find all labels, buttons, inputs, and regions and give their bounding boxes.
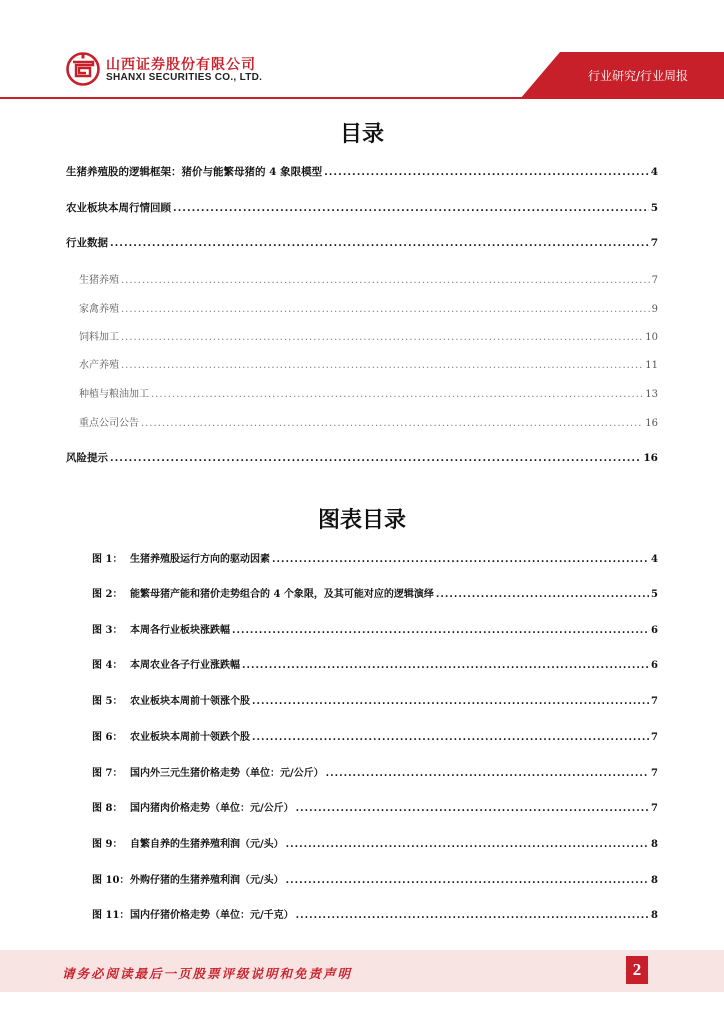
figure-number: 图 8： (92, 803, 123, 814)
toc-entry-label: 生猪养殖 (79, 275, 119, 286)
toc-entry-page: 5 (650, 202, 658, 214)
dot-leader (232, 625, 649, 636)
figure-entry[interactable] (92, 550, 658, 565)
toc-entry-page: 10 (645, 332, 658, 343)
dot-leader (326, 768, 649, 779)
dot-leader (252, 696, 649, 707)
figure-label: 农业板块本周前十领跌个股 (130, 732, 250, 743)
figure-page: 5 (651, 589, 658, 600)
dot-leader (436, 589, 649, 600)
page-number: 2 (626, 956, 648, 984)
dot-leader (121, 360, 643, 371)
dot-leader (141, 418, 643, 429)
company-name-en: SHANXI SECURITIES CO., LTD. (106, 72, 263, 83)
figure-label: 外购仔猪的生猪养殖利润（元/头） (130, 875, 284, 886)
dot-leader (296, 803, 649, 814)
dot-leader (286, 839, 649, 850)
figure-page: 6 (651, 660, 658, 671)
toc-entry-label: 饲料加工 (79, 332, 119, 343)
toc-entry-page: 16 (645, 418, 658, 429)
toc-entry[interactable] (66, 235, 658, 250)
dot-leader (110, 452, 641, 464)
toc-entry-page: 4 (650, 166, 658, 178)
figure-entry[interactable] (92, 692, 658, 707)
figure-page: 8 (651, 839, 658, 850)
figure-number: 图 7： (92, 768, 123, 779)
figure-number: 图 1： (92, 554, 123, 565)
dot-leader (151, 389, 643, 400)
figure-number: 图 4： (92, 660, 123, 671)
figure-label: 国内猪肉价格走势（单位：元/公斤） (130, 803, 294, 814)
dot-leader (242, 660, 649, 671)
toc-entry-page: 13 (645, 389, 658, 400)
figure-entry[interactable] (92, 906, 658, 921)
figure-entry[interactable] (92, 799, 658, 814)
page-header (0, 0, 724, 100)
figure-entry[interactable] (92, 835, 658, 850)
report-category: 行业研究/行业周报 (587, 69, 688, 83)
figure-page: 8 (651, 875, 658, 886)
toc-subentry[interactable] (79, 414, 658, 429)
figure-number: 图 9： (92, 839, 123, 850)
toc-subentry[interactable] (79, 356, 658, 371)
figure-entry[interactable] (92, 871, 658, 886)
toc-entry-label: 风险提示 (66, 452, 108, 464)
dot-leader (173, 202, 649, 214)
figure-number: 图 6： (92, 732, 123, 743)
dot-leader (286, 875, 649, 886)
dot-leader (121, 304, 650, 315)
dot-leader (110, 237, 649, 249)
toc-entry-page: 7 (650, 237, 658, 249)
figure-page: 7 (651, 696, 658, 707)
toc-entry-page: 9 (651, 304, 658, 315)
toc-entry-label: 种植与粮油加工 (79, 389, 149, 400)
figure-number: 图 10： (92, 875, 130, 886)
figure-list-title: 图表目录 (317, 508, 406, 533)
figure-label: 国内仔猪价格走势（单位：元/千克） (130, 910, 294, 921)
figure-number: 图 5： (92, 696, 123, 707)
figure-entry[interactable] (92, 728, 658, 743)
toc-title: 目录 (339, 122, 384, 147)
dot-leader (296, 910, 649, 921)
toc-subentry[interactable] (79, 271, 658, 286)
figure-entry[interactable] (92, 656, 658, 671)
toc-entry-page: 16 (643, 452, 658, 464)
figure-label: 农业板块本周前十领涨个股 (130, 696, 250, 707)
figure-page: 7 (651, 768, 658, 779)
toc-entry-label: 重点公司公告 (79, 418, 139, 429)
figure-entry[interactable] (92, 621, 658, 636)
toc-entry-label: 农业板块本周行情回顾 (66, 202, 171, 214)
disclaimer-text: 请务必阅读最后一页股票评级说明和免责声明 (62, 966, 353, 981)
figure-page: 8 (651, 910, 658, 921)
figure-entry[interactable] (92, 585, 658, 600)
toc-entry-label: 生猪养殖股的逻辑框架：猪价与能繁母猪的 4 象限模型 (66, 166, 323, 178)
company-name-cn: 山西证券股份有限公司 (106, 57, 256, 73)
dot-leader (272, 554, 649, 565)
figure-number: 图 11： (92, 910, 130, 921)
toc-entry[interactable] (66, 200, 658, 215)
figure-entry[interactable] (92, 764, 658, 779)
dot-leader (324, 166, 649, 178)
dot-leader (121, 275, 650, 286)
toc-entry-label: 水产养殖 (79, 360, 119, 371)
figure-label: 本周农业各子行业涨跌幅 (130, 660, 240, 671)
figure-page: 4 (651, 554, 658, 565)
figure-number: 图 2： (92, 589, 123, 600)
figure-page: 7 (651, 732, 658, 743)
toc-entry[interactable] (66, 450, 658, 465)
figure-label: 生猪养殖股运行方向的驱动因素 (130, 554, 270, 565)
figure-page: 6 (651, 625, 658, 636)
figure-label: 国内外三元生猪价格走势（单位：元/公斤） (130, 768, 324, 779)
toc-entry-page: 7 (651, 275, 658, 286)
toc-entry-page: 11 (645, 360, 658, 371)
toc-subentry[interactable] (79, 300, 658, 315)
figure-label: 自繁自养的生猪养殖利润（元/头） (130, 839, 284, 850)
figure-label: 能繁母猪产能和猪价走势组合的 4 个象限，及其可能对应的逻辑演绎 (130, 589, 434, 600)
toc-entry-label: 家禽养殖 (79, 304, 119, 315)
figure-label: 本周各行业板块涨跌幅 (130, 625, 230, 636)
toc-subentry[interactable] (79, 385, 658, 400)
dot-leader (252, 732, 649, 743)
figure-number: 图 3： (92, 625, 123, 636)
toc-entry-label: 行业数据 (66, 237, 108, 249)
dot-leader (121, 332, 643, 343)
figure-page: 7 (651, 803, 658, 814)
toc-entry[interactable] (66, 164, 658, 179)
toc-subentry[interactable] (79, 328, 658, 343)
